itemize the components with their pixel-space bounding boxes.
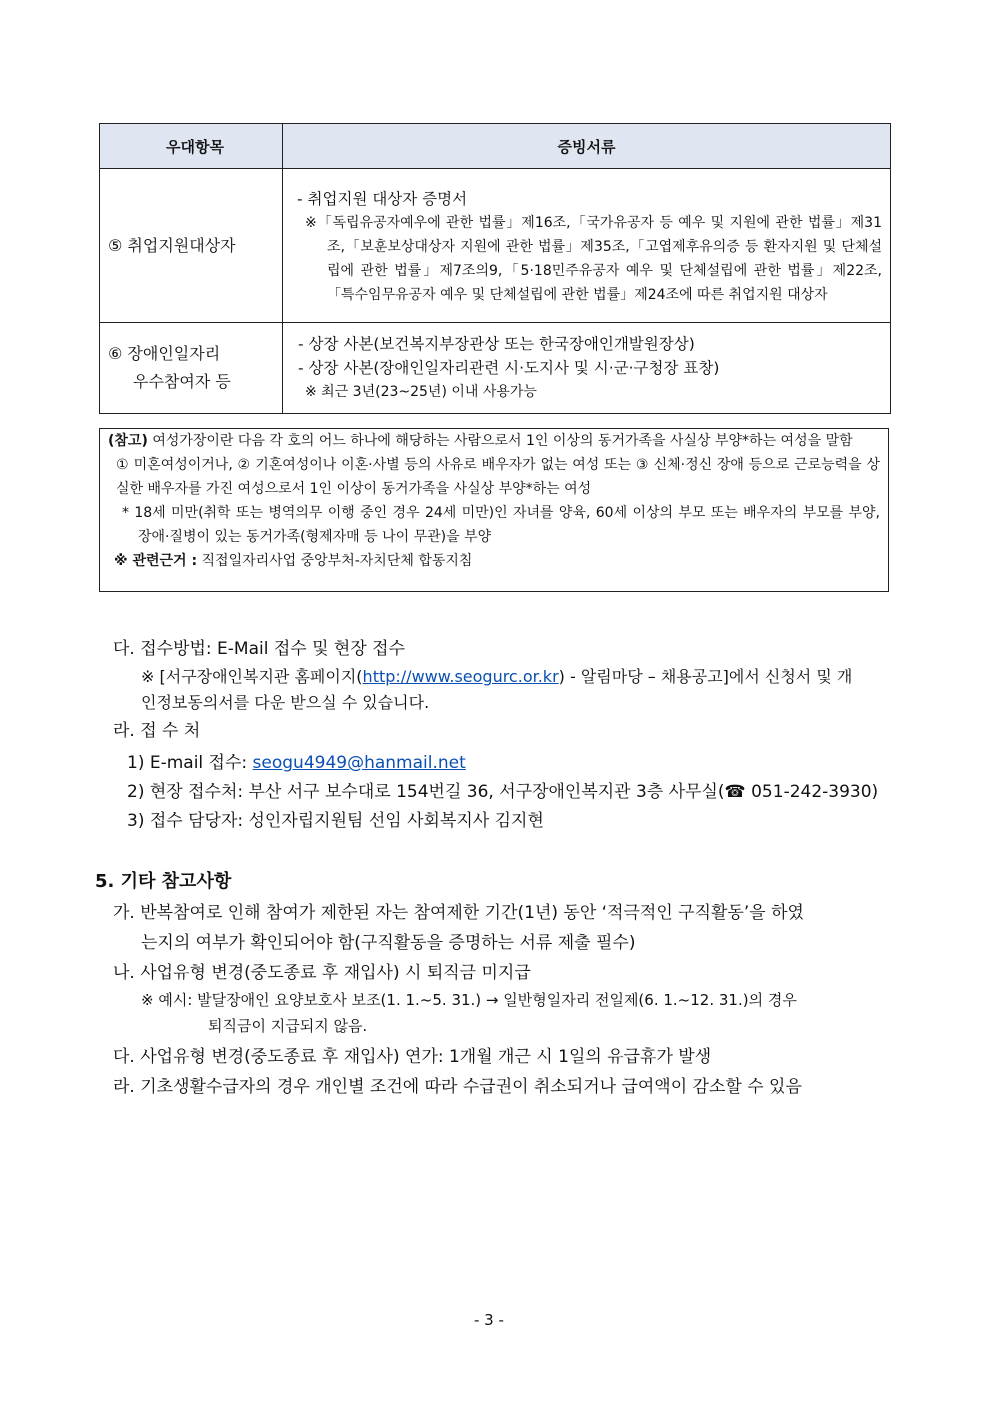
page-number: - 3 - [474, 1311, 504, 1329]
table-header-docs: 증빙서류 [283, 124, 891, 169]
section5-ga-line2: 는지의 여부가 확인되어야 함(구직활동을 증명하는 서류 제출 필수) [141, 933, 636, 953]
row6-docs [283, 323, 891, 414]
homepage-link[interactable]: http://www.seogurc.or.kr [362, 667, 559, 686]
section5-na-note1: ※ 예시: 발달장애인 요양보호사 보조(1. 1.~5. 31.) → 일반형일자리 전일제(6. 1.~12. 31.)의 경우 [141, 991, 797, 1009]
table-header-item: 우대항목 [100, 124, 283, 169]
note-footnote: * 18세 미만(취학 또는 병역의무 이행 중인 경우 24세 미만)인 자녀를 양육, 60세 이상의 부모 또는 배우자의 부모를 부양, 장애·질병이 있는 동거가족(형제자매 등 나이 무관)을 부양 [122, 505, 880, 545]
email-item: 1) E-mail 접수: seogu4949@hanmail.net [127, 753, 466, 773]
preference-table [99, 123, 891, 414]
note-label: (참고) [108, 433, 148, 449]
row6-item-line2: 우수참여자 등 [133, 372, 231, 391]
section-da-title: 다. 접수방법: E-Mail 접수 및 현장 접수 [113, 639, 406, 659]
note-items: ① 미혼여성이거나, ② 기혼여성이나 이혼·사별 등의 사유로 배우자가 없는 여성 또는 ③ 신체·정신 장애 등으로 근로능력을 상실한 배우자를 가진 여성으로서 1인 이상이 동거가족을 사실상 부양*하는 여성 [116, 457, 880, 497]
email-link[interactable]: seogu4949@hanmail.net [252, 753, 466, 773]
row5-item: ⑤ 취업지원대상자 [100, 169, 283, 323]
row6-item [100, 323, 283, 414]
note-intro: 여성가장이란 다음 각 호의 어느 하나에 해당하는 사람으로서 1인 이상의 동거가족을 사실상 부양*하는 여성을 말함 [152, 433, 853, 449]
section5-da: 다. 사업유형 변경(중도종료 후 재입사) 연가: 1개월 개근 시 1일의 유급휴가 발생 [113, 1047, 712, 1067]
note-basis: 직접일자리사업 중앙부처-자치단체 합동지침 [201, 553, 473, 569]
row6-note: ※ 최근 3년(23~25년) 이내 사용가능 [305, 384, 537, 400]
section-da-note-line2: 인정보동의서를 다운 받으실 수 있습니다. [141, 693, 430, 712]
section5-ra: 라. 기초생활수급자의 경우 개인별 조건에 따라 수급권이 취소되거나 급여액이 감소할 수 있음 [113, 1077, 802, 1097]
section5-na-note2: 퇴직금이 지급되지 않음. [208, 1017, 368, 1035]
row6-doc1: - 상장 사본(보건복지부장관상 또는 한국장애인개발원장상) [298, 335, 695, 353]
row5-note: ※「독립유공자예우에 관한 법률」제16조,「국가유공자 등 예우 및 지원에 관한 법률」제31조,「보훈보상대상자 지원에 관한 법률」제35조,「고엽제후유의증 등 환자지원 및 단체설립에 관한 법률」제7조의9,「5·18민주유공자 예우 및 단체설립에 관한 법률」제22조,「특수임무유공자 예우 및 단체설립에 관한 법률」제24조에 따른 취업지원 대상자 [305, 214, 882, 303]
section5-na: 나. 사업유형 변경(중도종료 후 재입사) 시 퇴직금 미지급 [113, 963, 531, 983]
contact-item: 3) 접수 담당자: 성인자립지원팀 선임 사회복지사 김지현 [127, 811, 544, 831]
table-row [100, 169, 891, 323]
note-basis-label: ※ 관련근거 : [114, 553, 198, 569]
row5-docs [283, 169, 891, 323]
row6-doc2: - 상장 사본(장애인일자리관련 시·도지사 및 시·군·구청장 표창) [298, 359, 720, 377]
reference-note-box [99, 428, 889, 592]
row6-item-line1: ⑥ 장애인일자리 [108, 344, 221, 363]
section-da-note: ※ [서구장애인복지관 홈페이지(http://www.seogurc.or.kr) - 알림마당 – 채용공고]에서 신청서 및 개 [141, 667, 853, 686]
section5-ga-line1: 가. 반복참여로 인해 참여가 제한된 자는 참여제한 기간(1년) 동안 ‘적극적인 구직활동’을 하였 [113, 903, 804, 923]
onsite-item: 2) 현장 접수처: 부산 서구 보수대로 154번길 36, 서구장애인복지관 3층 사무실(☎ 051-242-3930) [127, 782, 879, 802]
row5-doc: - 취업지원 대상자 증명서 [297, 189, 468, 208]
section5-title: 5. 기타 참고사항 [95, 871, 232, 892]
table-row [100, 323, 891, 414]
section-ra-title: 라. 접 수 처 [113, 721, 201, 741]
